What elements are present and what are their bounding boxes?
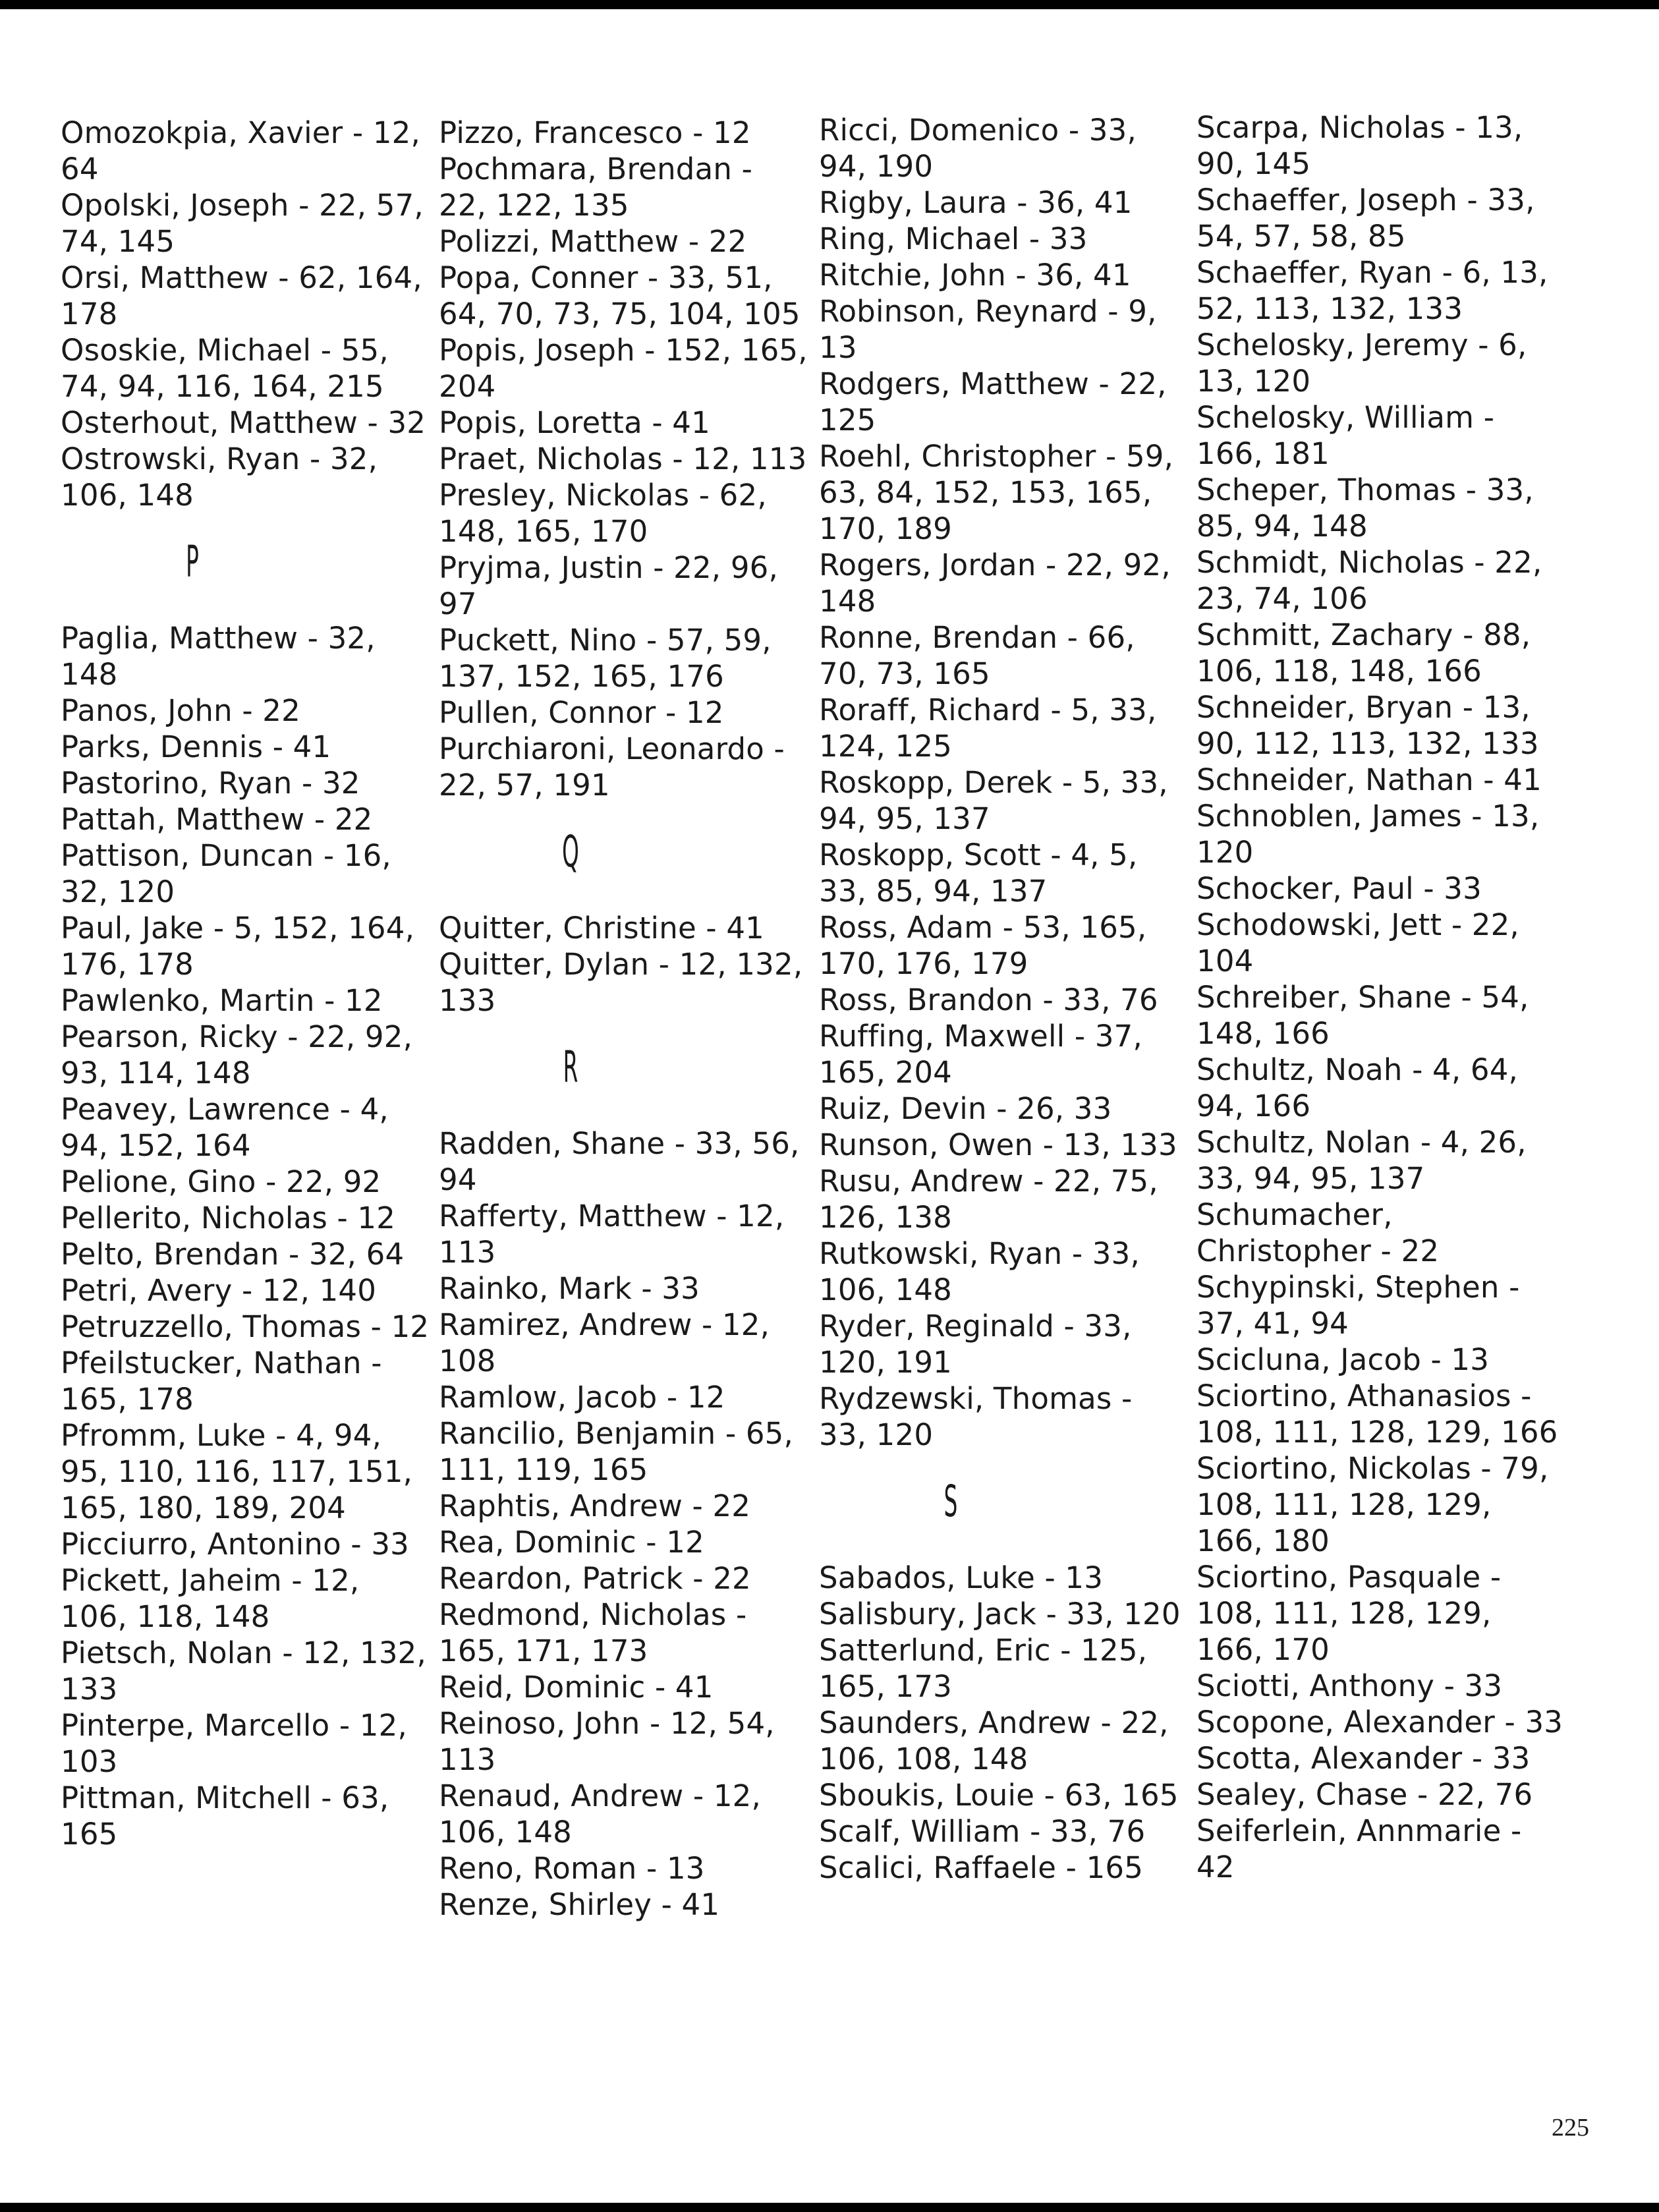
index-entry: Ross, Brandon - 33, 76 — [819, 982, 1158, 1017]
index-entry: Ricci, Domenico - 33, 94, 190 — [819, 113, 1137, 184]
index-entry: Ronne, Brendan - 66, 70, 73, 165 — [819, 620, 1135, 691]
index-entry: Omozokpia, Xavier - 12, 64 — [61, 115, 420, 186]
index-entry: Quitter, Dylan - 12, 132, 133 — [439, 947, 803, 1018]
index-entry: Schodowski, Jett - 22, 104 — [1196, 907, 1519, 978]
index-entry: Pizzo, Francesco - 12 — [439, 115, 751, 150]
index-entry: Pellerito, Nicholas - 12 — [61, 1201, 396, 1235]
index-column-4 — [1196, 109, 1565, 1885]
index-entry: Rydzewski, Thomas - 33, 120 — [819, 1381, 1133, 1452]
index-entry: Robinson, Reynard - 9, 13 — [819, 294, 1157, 365]
index-entry: Reid, Dominic - 41 — [439, 1670, 714, 1705]
index-entry: Pryjma, Justin - 22, 96, 97 — [439, 550, 778, 621]
section-letter-s: S — [943, 1476, 958, 1527]
index-entry: Schypinski, Stephen - 37, 41, 94 — [1196, 1270, 1520, 1341]
index-entry: Popis, Joseph - 152, 165, 204 — [439, 333, 808, 404]
index-entry: Rutkowski, Ryan - 33, 106, 148 — [819, 1236, 1140, 1307]
index-entry: Ruffing, Maxwell - 37, 165, 204 — [819, 1019, 1142, 1090]
section-letter-q: Q — [562, 826, 579, 877]
index-entry: Pattison, Duncan - 16, 32, 120 — [61, 838, 391, 909]
index-entry: Sciortino, Nickolas - 79, 108, 111, 128, 129, 166, 180 — [1196, 1451, 1549, 1558]
index-entry: Sciortino, Athanasios - 108, 111, 128, 129, 166 — [1196, 1378, 1558, 1450]
index-entry: Rancilio, Benjamin - 65, 111, 119, 165 — [439, 1416, 793, 1487]
index-entry: Picciurro, Antonino - 33 — [61, 1527, 409, 1562]
index-entry: Paul, Jake - 5, 152, 164, 176, 178 — [61, 911, 415, 982]
index-entry: Ostrowski, Ryan - 32, 106, 148 — [61, 441, 378, 513]
index-entry: Scicluna, Jacob - 13 — [1196, 1342, 1490, 1377]
index-entry: Parks, Dennis - 41 — [61, 729, 331, 764]
index-entry: Runson, Owen - 13, 133 — [819, 1127, 1177, 1162]
index-entry: Purchiaroni, Leonardo - 22, 57, 191 — [439, 731, 785, 803]
index-entry: Rusu, Andrew - 22, 75, 126, 138 — [819, 1164, 1158, 1235]
index-entry: Schreiber, Shane - 54, 148, 166 — [1196, 980, 1529, 1051]
section-letter-r: R — [563, 1042, 578, 1092]
index-entry: Scarpa, Nicholas - 13, 90, 145 — [1196, 110, 1523, 181]
index-entry: Salisbury, Jack - 33, 120 — [819, 1597, 1181, 1631]
index-entry: Pelto, Brendan - 32, 64 — [61, 1237, 405, 1272]
index-entry: Pickett, Jaheim - 12, 106, 118, 148 — [61, 1563, 360, 1634]
index-entry: Redmond, Nicholas - 165, 171, 173 — [439, 1597, 747, 1668]
index-entry: Satterlund, Eric - 125, 165, 173 — [819, 1633, 1148, 1704]
index-entry: Sciotti, Anthony - 33 — [1196, 1668, 1503, 1703]
index-entry: Panos, John - 22 — [61, 693, 300, 728]
index-entry: Sciortino, Pasquale - 108, 111, 128, 129, 166, 170 — [1196, 1560, 1502, 1667]
index-entry: Scopone, Alexander - 33 — [1196, 1705, 1563, 1740]
index-entry: Scalici, Raffaele - 165 — [819, 1850, 1144, 1885]
index-entry: Pittman, Mitchell - 63, 165 — [61, 1780, 389, 1852]
index-entry: Rigby, Laura - 36, 41 — [819, 185, 1133, 220]
index-entry: Schultz, Nolan - 4, 26, 33, 94, 95, 137 — [1196, 1125, 1527, 1196]
index-entry: Radden, Shane - 33, 56, 94 — [439, 1126, 800, 1197]
index-entry: Schnoblen, James - 13, 120 — [1196, 799, 1540, 870]
index-entry: Polizzi, Matthew - 22 — [439, 224, 747, 259]
index-entry: Osterhout, Matthew - 32 — [61, 405, 426, 440]
index-entry: Rodgers, Matthew - 22, 125 — [819, 366, 1167, 438]
index-entry: Pattah, Matthew - 22 — [61, 802, 373, 837]
index-entry: Rogers, Jordan - 22, 92, 148 — [819, 548, 1171, 619]
index-entry: Schmitt, Zachary - 88, 106, 118, 148, 166 — [1196, 617, 1531, 689]
index-entry: Ryder, Reginald - 33, 120, 191 — [819, 1309, 1132, 1380]
index-entry: Scalf, William - 33, 76 — [819, 1814, 1146, 1849]
index-entry: Pelione, Gino - 22, 92 — [61, 1164, 381, 1199]
page-number: 225 — [1552, 2114, 1589, 2141]
index-entry: Reno, Roman - 13 — [439, 1851, 705, 1886]
index-entry: Ruiz, Devin - 26, 33 — [819, 1091, 1112, 1126]
index-entry: Rafferty, Matthew - 12, 113 — [439, 1199, 785, 1270]
index-entry: Scheper, Thomas - 33, 85, 94, 148 — [1196, 472, 1534, 544]
index-entry: Reinoso, John - 12, 54, 113 — [439, 1706, 775, 1777]
index-entry: Sealey, Chase - 22, 76 — [1196, 1777, 1533, 1812]
index-entry: Reardon, Patrick - 22 — [439, 1561, 751, 1596]
index-entry: Ring, Michael - 33 — [819, 221, 1088, 256]
index-entry: Schaeffer, Joseph - 33, 54, 57, 58, 85 — [1196, 183, 1535, 254]
index-entry: Pfeilstucker, Nathan - 165, 178 — [61, 1346, 382, 1417]
index-entry: Presley, Nickolas - 62, 148, 165, 170 — [439, 478, 767, 549]
index-column-3 — [819, 112, 1188, 1886]
index-entry: Pietsch, Nolan - 12, 132, 133 — [61, 1635, 426, 1707]
index-entry: Roehl, Christopher - 59, 63, 84, 152, 153, 165, 170, 189 — [819, 439, 1174, 546]
index-entry: Pfromm, Luke - 4, 94, 95, 110, 116, 117, 151, 165, 180, 189, 204 — [61, 1418, 413, 1525]
index-entry: Rea, Dominic - 12 — [439, 1525, 704, 1560]
index-entry: Renze, Shirley - 41 — [439, 1887, 720, 1922]
index-entry: Pearson, Ricky - 22, 92, 93, 114, 148 — [61, 1019, 413, 1091]
index-entry: Pastorino, Ryan - 32 — [61, 766, 360, 801]
section-letter-p: P — [186, 536, 199, 587]
index-entry: Rainko, Mark - 33 — [439, 1271, 700, 1306]
index-entry: Schelosky, Jeremy - 6, 13, 120 — [1196, 327, 1527, 399]
index-entry: Schelosky, William - 166, 181 — [1196, 400, 1495, 471]
index-entry: Roskopp, Derek - 5, 33, 94, 95, 137 — [819, 765, 1168, 836]
index-entry: Opolski, Joseph - 22, 57, 74, 145 — [61, 188, 424, 259]
index-entry: Sboukis, Louie - 63, 165 — [819, 1778, 1179, 1813]
index-entry: Schaeffer, Ryan - 6, 13, 52, 113, 132, 133 — [1196, 255, 1548, 326]
index-entry: Orsi, Matthew - 62, 164, 178 — [61, 260, 422, 331]
index-entry: Ramirez, Andrew - 12, 108 — [439, 1307, 770, 1378]
index-entry: Ososkie, Michael - 55, 74, 94, 116, 164, 215 — [61, 333, 389, 404]
index-entry: Popa, Conner - 33, 51, 64, 70, 73, 75, 104, 105 — [439, 260, 801, 331]
index-entry: Paglia, Matthew - 32, 148 — [61, 621, 376, 692]
index-entry: Pinterpe, Marcello - 12, 103 — [61, 1708, 407, 1779]
index-entry: Pawlenko, Martin - 12 — [61, 983, 383, 1018]
index-entry: Schocker, Paul - 33 — [1196, 871, 1482, 906]
index-entry: Ross, Adam - 53, 165, 170, 176, 179 — [819, 910, 1147, 981]
index-entry: Praet, Nicholas - 12, 113 — [439, 441, 807, 476]
index-entry: Popis, Loretta - 41 — [439, 405, 710, 440]
index-entry: Sabados, Luke - 13 — [819, 1560, 1104, 1595]
index-entry: Saunders, Andrew - 22, 106, 108, 148 — [819, 1705, 1169, 1776]
index-entry: Scotta, Alexander - 33 — [1196, 1741, 1531, 1776]
index-entry: Peavey, Lawrence - 4, 94, 152, 164 — [61, 1092, 389, 1163]
index-entry: Schneider, Bryan - 13, 90, 112, 113, 132, 133 — [1196, 690, 1539, 761]
index-entry: Quitter, Christine - 41 — [439, 911, 764, 946]
index-entry: Petruzzello, Thomas - 12 — [61, 1309, 430, 1344]
index-entry: Ritchie, John - 36, 41 — [819, 258, 1131, 293]
index-entry: Schumacher, Christopher - 22 — [1196, 1197, 1440, 1268]
index-column-2 — [439, 115, 808, 1923]
index-entry: Roraff, Richard - 5, 33, 124, 125 — [819, 693, 1157, 764]
index-entry: Puckett, Nino - 57, 59, 137, 152, 165, 176 — [439, 623, 772, 694]
index-entry: Pullen, Connor - 12 — [439, 695, 724, 730]
index-entry: Schmidt, Nicholas - 22, 23, 74, 106 — [1196, 545, 1542, 616]
index-entry: Ramlow, Jacob - 12 — [439, 1380, 725, 1415]
index-entry: Renaud, Andrew - 12, 106, 148 — [439, 1778, 762, 1850]
index-column-1 — [61, 115, 430, 1852]
index-entry: Schneider, Nathan - 41 — [1196, 762, 1542, 797]
index-entry: Pochmara, Brendan - 22, 122, 135 — [439, 152, 753, 223]
index-entry: Schultz, Noah - 4, 64, 94, 166 — [1196, 1052, 1519, 1123]
index-entry: Petri, Avery - 12, 140 — [61, 1273, 377, 1308]
index-entry: Seiferlein, Annmarie - 42 — [1196, 1813, 1522, 1885]
index-entry: Raphtis, Andrew - 22 — [439, 1489, 751, 1523]
index-entry: Roskopp, Scott - 4, 5, 33, 85, 94, 137 — [819, 837, 1138, 909]
